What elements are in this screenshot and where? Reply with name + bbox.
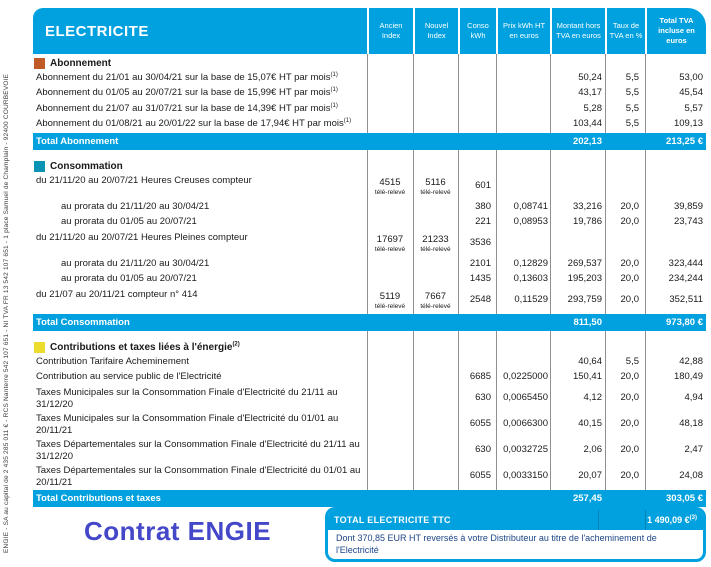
cell-label: Abonnement du 01/08/21 au 20/01/22 sur la base de 17,94€ HT par mois$^{(1)}$ [36, 117, 352, 129]
tele-releve-label: télé-relevé [420, 245, 451, 253]
cell-total [645, 199, 706, 213]
cell-value: 2,47 [684, 444, 703, 455]
cell-nouvel [413, 234, 458, 253]
table-row [33, 199, 706, 215]
cell-value: 0,11529 [514, 294, 548, 305]
cell-label: Taxes Départementales sur la Consommation Finale d'Electricité du 01/01 au 20/11/21 [36, 464, 361, 488]
cell-value: 630 [475, 392, 491, 403]
cell-value: 0,0033150 [503, 470, 548, 481]
cell-conso [458, 180, 496, 192]
cell-conso [458, 117, 496, 119]
cell-total [645, 86, 706, 100]
bill-section-3 [33, 338, 706, 507]
cell-nouvel [413, 177, 458, 196]
cell-label: au prorata du 01/05 au 20/07/21 [61, 216, 197, 227]
table-header [33, 8, 706, 54]
table-row [33, 354, 706, 370]
grand-total-box [325, 507, 706, 562]
table-row [33, 256, 706, 272]
cell-label: au prorata du 21/11/20 au 30/04/21 [61, 200, 210, 212]
cell-prix [496, 86, 550, 88]
cell-value: 6685 [469, 371, 491, 382]
cell-nouvel [413, 101, 458, 103]
tele-releve-label: télé-relevé [420, 302, 451, 310]
cell-value: 20,0 [620, 392, 639, 403]
cell-montant [550, 418, 605, 430]
footnote-marker: (2) [232, 341, 240, 348]
tele-releve-label: télé-relevé [374, 302, 406, 310]
cell-value: 269,537 [567, 257, 602, 269]
total-cell-montant: 811,50 [573, 317, 602, 329]
cell-value: 20,0 [620, 273, 639, 284]
total-cell-ancien [367, 141, 413, 143]
bill-section-1 [33, 54, 706, 150]
cell-taux [605, 294, 645, 306]
cell-value: 0,0066300 [503, 418, 548, 429]
cell-montant [550, 101, 605, 115]
cell-value: 20,0 [620, 470, 639, 481]
cell-value: 234,244 [668, 273, 703, 284]
cell-total [645, 70, 706, 84]
cell-montant [550, 117, 605, 131]
section-title [33, 157, 706, 173]
cell-conso [458, 418, 496, 430]
total-label: Total Abonnement [36, 136, 119, 148]
cell-conso [458, 354, 496, 356]
cell-conso [458, 370, 496, 384]
total-cell-montant: 202,13 [572, 136, 602, 148]
table-row [33, 101, 706, 117]
cell-prix [496, 101, 550, 103]
footnote-marker: (1) [343, 117, 352, 124]
total-cell-taux [605, 141, 645, 143]
cell-value: 5,5 [625, 71, 639, 83]
cell-conso [458, 392, 496, 404]
page-title: ELECTRICITE [45, 22, 149, 40]
cell-ancien [367, 291, 413, 310]
cell-value: 5,5 [625, 87, 639, 98]
cell-prix [496, 470, 550, 482]
cell-label: Taxes Municipales sur la Consommation Finale d'Electricité du 21/11 au 31/12/20 [36, 386, 338, 410]
total-cell-ancien [367, 498, 413, 500]
cell-value: 20,0 [620, 216, 639, 227]
total-cell-taux [605, 498, 645, 500]
total-cell-montant: 257,45 [572, 493, 602, 505]
cell-prix [496, 199, 550, 213]
cell-ancien [367, 101, 413, 103]
grand-total-bar [328, 510, 703, 530]
cell-value: 0,0225000 [503, 371, 548, 382]
cell-value: 6055 [469, 418, 491, 429]
table-row [33, 173, 706, 199]
table-row [33, 437, 706, 463]
cell-value: 180,49 [673, 371, 703, 382]
cell-taux [605, 117, 645, 131]
cell-prix [496, 294, 550, 306]
cell-value: 33,216 [572, 200, 602, 212]
cell-label: Abonnement du 21/01 au 30/04/21 sur la base de 15,07€ HT par mois$^{(1)}$ [36, 71, 338, 83]
cell-taux [605, 86, 645, 100]
cell-total [645, 101, 706, 115]
bill-section-2 [33, 157, 706, 331]
cell-montant [550, 215, 605, 229]
cell-value: 6055 [469, 470, 491, 481]
cell-prix [496, 354, 550, 356]
cell-value: 19,786 [572, 216, 602, 227]
cell-value: 2,06 [583, 444, 602, 455]
bar-separator [598, 510, 599, 530]
cell-value: 5116 [425, 176, 446, 188]
cell-value: 5119 [379, 290, 401, 302]
cell-prix [496, 444, 550, 456]
cell-label: Abonnement du 01/05 au 20/07/21 sur la base de 15,99€ HT par mois$^{(1)}$ [36, 86, 338, 98]
cell-ancien [367, 199, 413, 201]
cell-value: 0,12829 [513, 257, 548, 269]
cell-montant [550, 199, 605, 213]
cell-value: 0,0032725 [503, 444, 548, 455]
cell-nouvel [413, 370, 458, 372]
column-header-total-ttc: Total TVA incluse en euros [645, 8, 706, 54]
total-cell-prix [496, 322, 550, 324]
cell-taux [605, 354, 645, 368]
cell-value: 5,28 [583, 102, 602, 114]
cell-value: 5,5 [625, 102, 639, 114]
section-marker-icon [34, 58, 45, 69]
cell-montant [550, 272, 605, 286]
table-row [33, 230, 706, 256]
cell-montant [550, 70, 605, 84]
cell-ancien [367, 215, 413, 217]
section-total-bar [33, 314, 706, 331]
cell-value: 601 [475, 180, 491, 191]
section-total-bar [33, 133, 706, 150]
grand-total-label: TOTAL ELECTRICITE TTC [334, 515, 451, 525]
cell-total [645, 418, 706, 430]
company-legal-sidebar-text: ENGIE - SA au capital de 2 435 285 011 € - RCS Nanterre 542 107 651 - NI TVA FR 13 542 107 651 - 1 place Samuel de Champlain - 92400 COURBEVOIE [3, 73, 10, 553]
cell-value: 5,5 [625, 118, 639, 129]
cell-prix [496, 392, 550, 404]
total-cell-taux [605, 322, 645, 324]
cell-value: 3536 [469, 237, 491, 248]
total-cell-conso [458, 498, 496, 500]
cell-nouvel [413, 215, 458, 217]
column-header-conso-kwh: Conso kWh [458, 8, 496, 54]
cell-conso [458, 470, 496, 482]
cell-label: Contribution Tarifaire Acheminement [36, 355, 189, 367]
cell-nouvel [413, 199, 458, 201]
cell-value: 53,00 [679, 71, 703, 83]
cell-conso [458, 70, 496, 72]
column-header-taux-tva: Taux de TVA en % [605, 8, 645, 54]
total-cell-total: 973,80 € [666, 317, 703, 329]
cell-taux [605, 392, 645, 404]
total-cell-nouvel [413, 322, 458, 324]
cell-value: 195,203 [567, 273, 602, 284]
cell-ancien [367, 272, 413, 274]
table-row [33, 287, 706, 313]
cell-value: 221 [475, 216, 491, 227]
cell-total [645, 294, 706, 306]
cell-value: 39,859 [673, 200, 703, 212]
total-cell-total: 303,05 € [666, 493, 703, 505]
cell-value: 7667 [424, 290, 447, 302]
cell-conso [458, 101, 496, 103]
total-cell-total: 213,25 € [666, 136, 703, 148]
cell-value: 17697 [376, 233, 404, 245]
cell-value: 20,0 [620, 371, 639, 382]
cell-label: du 21/11/20 au 20/07/21 Heures Pleines compteur [36, 231, 248, 243]
cell-montant [550, 86, 605, 100]
total-cell-prix [496, 498, 550, 500]
cell-taux [605, 101, 645, 115]
cell-montant [550, 470, 605, 482]
cell-value: 20,0 [620, 418, 639, 429]
cell-value: 5,5 [625, 355, 639, 367]
cell-prix [496, 256, 550, 270]
cell-nouvel [413, 272, 458, 274]
section-title [33, 54, 706, 70]
table-body [33, 54, 706, 507]
cell-total [645, 117, 706, 131]
cell-value: 150,41 [572, 371, 602, 382]
cell-montant [550, 354, 605, 368]
contract-engie-label: Contrat ENGIE [84, 516, 272, 546]
cell-value: 20,0 [620, 257, 639, 269]
cell-nouvel [413, 117, 458, 119]
table-row [33, 370, 706, 386]
section-title [33, 338, 706, 354]
cell-prix [496, 272, 550, 286]
cell-value: 40,64 [578, 355, 602, 367]
table-row [33, 117, 706, 133]
cell-value: 0,08741 [513, 200, 548, 212]
cell-nouvel [413, 256, 458, 258]
cell-taux [605, 272, 645, 286]
cell-montant [550, 294, 605, 306]
cell-nouvel [413, 291, 458, 310]
cell-value: 323,444 [668, 257, 703, 269]
cell-value: 42,88 [679, 355, 703, 367]
footnote-3-marker: (3) [689, 515, 697, 521]
cell-montant [550, 392, 605, 404]
cell-value: 21233 [422, 233, 449, 245]
cell-value: 1435 [469, 273, 491, 284]
section-title-text: Abonnement [50, 58, 112, 69]
cell-label: du 21/11/20 au 20/07/21 Heures Creuses compteur [36, 174, 252, 186]
cell-value: 109,13 [673, 118, 703, 129]
cell-label: Taxes Municipales sur la Consommation Finale d'Electricité du 01/01 au 20/11/21 [36, 412, 339, 436]
cell-nouvel [413, 86, 458, 88]
cell-value: 40,15 [578, 418, 602, 429]
cell-prix [496, 370, 550, 384]
total-label: Total Consommation [36, 317, 130, 329]
table-row [33, 385, 706, 411]
cell-nouvel [413, 354, 458, 356]
cell-value: 4,12 [583, 392, 602, 403]
cell-value: 45,54 [679, 87, 703, 98]
bar-separator [645, 510, 646, 530]
cell-ancien [367, 256, 413, 258]
cell-taux [605, 256, 645, 270]
cell-conso [458, 215, 496, 229]
cell-label: au prorata du 01/05 au 20/07/21 [61, 273, 197, 284]
cell-total [645, 444, 706, 456]
total-cell-nouvel [413, 498, 458, 500]
cell-ancien [367, 370, 413, 372]
cell-taux [605, 199, 645, 213]
cell-conso [458, 256, 496, 270]
cell-value: 23,743 [673, 216, 703, 227]
cell-montant [550, 370, 605, 384]
footnote-marker: (1) [330, 71, 338, 78]
cell-ancien [367, 177, 413, 196]
cell-value: 0,08953 [513, 216, 548, 227]
electricity-table [33, 8, 706, 514]
column-header-montant-ht: Montant hors TVA en euros [550, 8, 605, 54]
column-header-prix-kwh: Prix kWh HT en euros [496, 8, 550, 54]
cell-ancien [367, 234, 413, 253]
cell-value: 48,18 [679, 418, 703, 429]
cell-label: au prorata du 21/11/20 au 30/04/21 [61, 257, 210, 269]
cell-prix [496, 418, 550, 430]
cell-label: Taxes Départementales sur la Consommation Finale d'Electricité du 21/11 au 31/12/20 [36, 438, 360, 462]
cell-value: 50,24 [578, 71, 602, 83]
footnote-marker: (1) [330, 86, 338, 93]
tele-releve-label: télé-relevé [420, 188, 451, 196]
grand-total-amount: 1 490,09 €$^{(3)}$ [647, 515, 697, 525]
table-row [33, 70, 706, 86]
cell-prix [496, 215, 550, 229]
cell-value: 20,07 [578, 470, 602, 481]
cell-value: 20,0 [620, 444, 639, 455]
cell-value: 43,17 [578, 87, 602, 98]
cell-label: du 21/07 au 20/11/21 compteur n° 414 [36, 288, 198, 300]
total-cell-prix [496, 141, 550, 143]
cell-montant [550, 444, 605, 456]
cell-total [645, 256, 706, 270]
total-cell-conso [458, 322, 496, 324]
cell-total [645, 370, 706, 384]
cell-value: 20,0 [620, 294, 639, 305]
total-label: Total Contributions et taxes [36, 493, 161, 505]
cell-taux [605, 444, 645, 456]
section-marker-icon [34, 161, 45, 172]
section-marker-icon [34, 342, 45, 353]
cell-conso [458, 272, 496, 286]
cell-prix [496, 70, 550, 72]
cell-taux [605, 418, 645, 430]
cell-taux [605, 215, 645, 229]
total-cell-conso [458, 141, 496, 143]
cell-ancien [367, 117, 413, 119]
cell-value: 630 [475, 444, 491, 455]
cell-conso [458, 444, 496, 456]
cell-conso [458, 294, 496, 306]
cell-conso [458, 199, 496, 213]
cell-value: 4,94 [684, 392, 703, 403]
cell-value: 352,511 [669, 294, 703, 305]
column-header-ancien-index: Ancien Index [367, 8, 413, 54]
tele-releve-label: télé-relevé [374, 245, 406, 253]
cell-total [645, 215, 706, 229]
total-cell-nouvel [413, 141, 458, 143]
section-title-text: Consommation [50, 161, 123, 172]
cell-value: 380 [475, 200, 491, 212]
cell-value: 0,13603 [513, 273, 548, 284]
cell-value: 5,57 [684, 102, 703, 114]
cell-total [645, 272, 706, 286]
section-total-bar [33, 490, 706, 507]
table-row [33, 411, 706, 437]
cell-ancien [367, 86, 413, 88]
cell-nouvel [413, 70, 458, 72]
cell-value: 4515 [379, 176, 401, 188]
cell-value: 103,44 [572, 118, 602, 129]
cell-label: Abonnement du 21/07 au 31/07/21 sur la base de 14,39€ HT par mois$^{(1)}$ [36, 102, 338, 114]
total-cell-ancien [367, 322, 413, 324]
tele-releve-label: télé-relevé [374, 188, 406, 196]
distributor-note: Dont 370,85 EUR HT reversés à votre Distributeur au titre de l'acheminement de l'Electricité [336, 533, 657, 555]
cell-conso [458, 237, 496, 249]
cell-taux [605, 370, 645, 384]
table-row [33, 86, 706, 102]
cell-ancien [367, 70, 413, 72]
section-title-text: Contributions et taxes liées à l'énergie$^{(2)}$ [50, 341, 240, 353]
cell-label: Contribution au service public de l'Electricité [36, 371, 222, 382]
table-row [33, 463, 706, 489]
cell-conso [458, 86, 496, 88]
cell-value: 24,08 [679, 470, 703, 481]
cell-total [645, 354, 706, 368]
column-header-nouvel-index: Nouvel Index [413, 8, 458, 54]
cell-value: 0,0065450 [503, 392, 548, 403]
cell-value: 293,759 [567, 294, 602, 305]
cell-ancien [367, 354, 413, 356]
table-row [33, 215, 706, 231]
cell-value: 2101 [469, 257, 491, 269]
cell-montant [550, 256, 605, 270]
cell-prix [496, 117, 550, 119]
cell-value: 2548 [469, 294, 491, 305]
table-row [33, 272, 706, 288]
cell-total [645, 392, 706, 404]
cell-value: 20,0 [620, 200, 639, 212]
cell-taux [605, 470, 645, 482]
cell-taux [605, 70, 645, 84]
footnote-marker: (1) [330, 102, 338, 109]
cell-total [645, 470, 706, 482]
